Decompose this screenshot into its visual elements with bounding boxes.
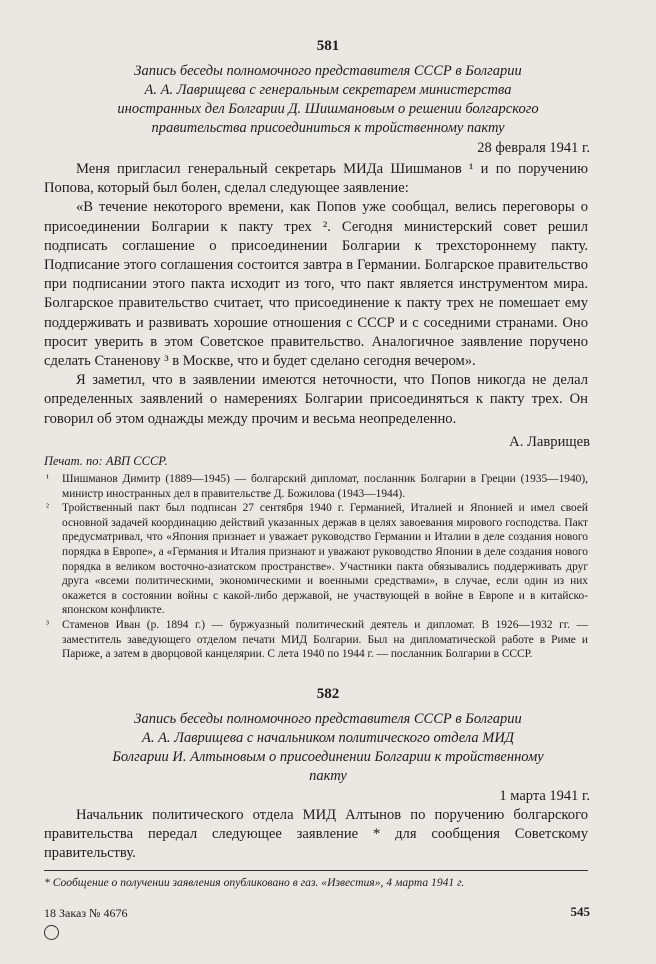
document-title (64, 710, 592, 786)
page-number: 545 (570, 904, 590, 919)
footnote-mark: ³ (46, 618, 49, 630)
title-line: Запись беседы полномочного представителя СССР в Болгарии (134, 63, 522, 79)
circle-mark (44, 925, 59, 940)
paragraph: Меня пригласил генеральный секретарь МИДа Шишманов ¹ и по поручению Попова, который был болен, сделал следующее заявление: (44, 161, 588, 197)
footnote (44, 501, 588, 618)
document-body (44, 160, 588, 429)
title-line: иностранных дел Болгарии Д. Шишмановым о решении болгарского (117, 101, 539, 117)
footnote-text: Тройственный пакт был подписан 27 сентября 1940 г. Германией, Италией и Японией и имел своей основной задачей координацию действий указанных держав в целях завоевания мирового господства. Пакт предусматривал, что «Япония признает и уважает руководство Германии и Италии в деле создания нового порядка в Европе», а «Германия и Италия признают и уважают руководство Японии в деле создания нового порядка в великом восточно-азиатском пространстве». Участники пакта обязывались поддерживать друг друга «всеми политическими, экономическими и военными средствами», в случае, если один из них окажется в состоянии войны с какой-либо державой, не участвующей в войне в Европе и в китайско-японском конфликте. (62, 502, 588, 617)
footnote (44, 472, 588, 501)
source-note: Печат. по: АВП СССР. (44, 454, 168, 468)
document-number: 581 (316, 38, 340, 54)
document-date: 28 февраля 1941 г. (477, 140, 590, 156)
footnote-text: Стаменов Иван (р. 1894 г.) — буржуазный политический деятель и дипломат. В 1926—1932 гг. — заместитель заведующего отделом печати МИД Болгарии. Был на дипломатической работе в Риме и Париже, а затем в дворцовой канцелярии. С лета 1940 по 1944 г. — посланник Болгарии в СССР. (62, 618, 588, 661)
title-line: правительства присоединиться к тройственному пакту (151, 120, 505, 136)
document-number: 582 (316, 686, 340, 702)
footnote-mark: ¹ (46, 473, 49, 484)
paragraph: Начальник политического отдела МИД Алтынов по поручению болгарского правительства передал следующее заявление * для сообщения Советскому правительству. (44, 807, 588, 862)
document-body (44, 806, 588, 864)
footnote: * Сообщение о получении заявления опубликовано в газ. «Известия», 4 марта 1941 г. (44, 876, 465, 889)
paragraph: Я заметил, что в заявлении имеются неточности, что Попов никогда не делал определенных заявлений о намерениях Болгарии присоединяться к пакту трех. Он говорил об этом однажды между прочим и весьма неопределенно. (44, 372, 588, 427)
title-line: Болгарии И. Алтыновым о присоединении Болгарии к тройственному (112, 749, 544, 765)
title-line: А. А. Лаврищева с генеральным секретарем министерства (144, 82, 512, 98)
footnote-divider (44, 870, 588, 871)
footnote (44, 618, 588, 662)
document-date: 1 марта 1941 г. (499, 788, 590, 804)
footnotes (44, 472, 588, 662)
title-line: А. А. Лаврищева с начальником политического отдела МИД (141, 730, 515, 746)
signature: А. Лаврищев (509, 434, 590, 450)
document-title (64, 62, 592, 138)
footnote-mark: ² (46, 502, 49, 514)
footnote-text: Шишманов Димитр (1889—1945) — болгарский дипломат, посланник Болгарии в Греции (1935—1940), министр иностранных дел в правительстве Д. Божилова (1943—1944). (62, 473, 588, 500)
title-line: пакту (309, 768, 347, 784)
title-line: Запись беседы полномочного представителя СССР в Болгарии (134, 711, 522, 727)
printer-mark: 18 Заказ № 4676 (44, 906, 128, 920)
paragraph: «В течение некоторого времени, как Попов уже сообщал, велись переговоры о присоединении Болгарии к пакту трех ². Сегодня министерский совет решил подписать соглашение о присоединении Болгарии к трехстороннему пакту. Подписание этого соглашения состоится завтра в Германии. Болгарское правительство при подписании этого пакта исходит из того, что пакт является инструментом мира. Болгарское правительство считает, что присоединение к пакту трех не помешает ему поддерживать и развивать хорошие отношения с СССР и с соседними странами. Оно просит уверить в этом Советское правительство. Аналогичное заявление поручено сделать Станеновy ³ в Москве, что и будет сделано сегодня вечером». (44, 199, 588, 370)
